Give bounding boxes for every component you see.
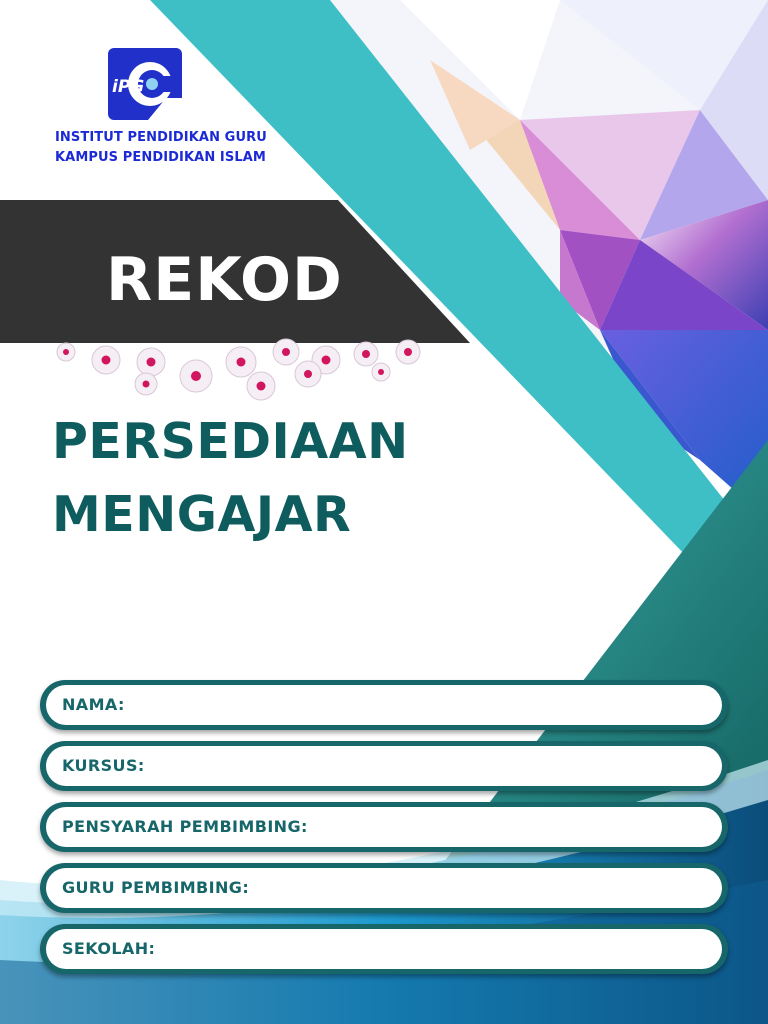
field-pensyarah-pembimbing-label: PENSYARAH PEMBIMBING: bbox=[62, 817, 308, 836]
flower-decoration bbox=[36, 338, 440, 408]
field-kursus-label: KURSUS: bbox=[62, 756, 145, 775]
field-sekolah[interactable] bbox=[40, 924, 728, 974]
institution-name-line1: INSTITUT PENDIDIKAN GURU bbox=[55, 130, 267, 145]
field-nama-box[interactable] bbox=[46, 685, 722, 725]
field-pensyarah-pembimbing-box[interactable] bbox=[46, 807, 722, 847]
field-nama-label: NAMA: bbox=[62, 695, 125, 714]
banner-title: REKOD bbox=[106, 245, 343, 315]
main-title-line1: PERSEDIAAN bbox=[52, 413, 409, 470]
main-title-line2: MENGAJAR bbox=[52, 486, 352, 543]
field-guru-pembimbing-label: GURU PEMBIMBING: bbox=[62, 878, 250, 897]
field-guru-pembimbing-box[interactable] bbox=[46, 868, 722, 908]
field-kursus-box[interactable] bbox=[46, 746, 722, 786]
field-pensyarah-pembimbing[interactable] bbox=[40, 802, 728, 852]
field-sekolah-label: SEKOLAH: bbox=[62, 939, 156, 958]
field-kursus[interactable] bbox=[40, 741, 728, 791]
field-nama[interactable] bbox=[40, 680, 728, 730]
field-guru-pembimbing[interactable] bbox=[40, 863, 728, 913]
ipg-logo bbox=[108, 48, 182, 120]
institution-name-line2: KAMPUS PENDIDIKAN ISLAM bbox=[55, 150, 266, 165]
field-sekolah-box[interactable] bbox=[46, 929, 722, 969]
logo-text: iPG bbox=[112, 77, 145, 97]
